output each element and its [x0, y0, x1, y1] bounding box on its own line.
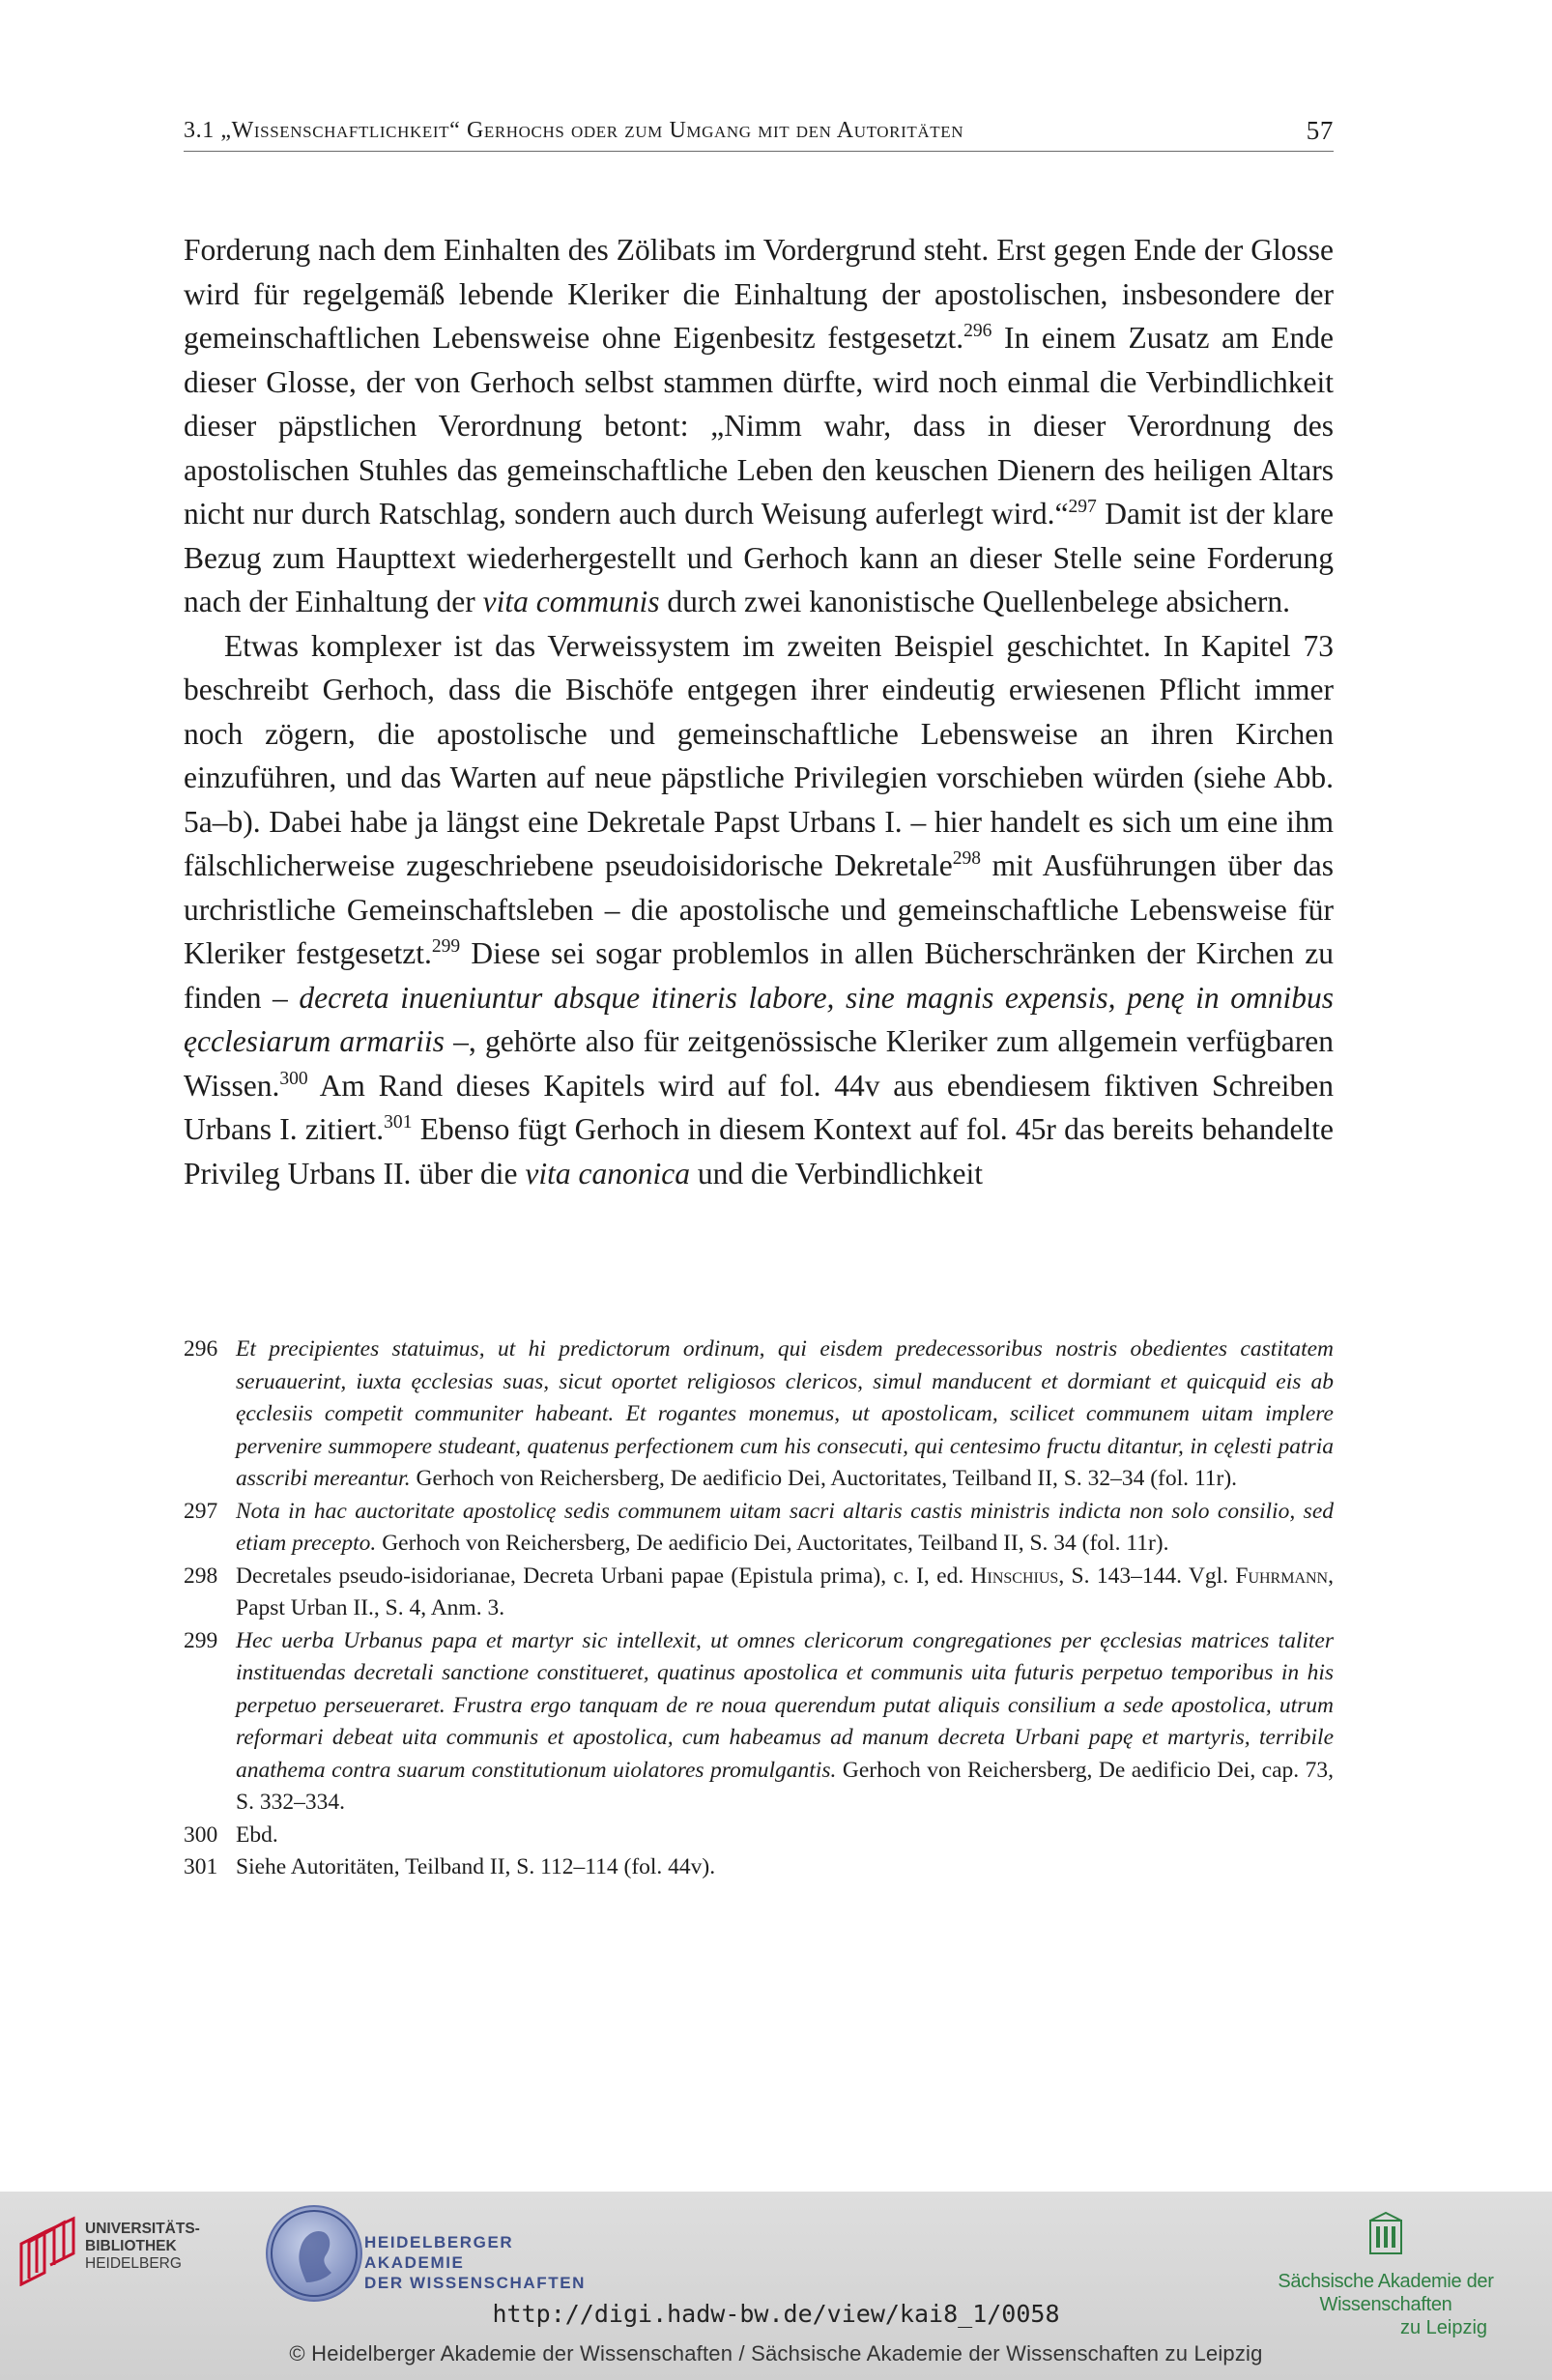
running-header	[184, 114, 1334, 152]
running-header-title: 3.1 „Wissenschaftlichkeit“ Gerhochs oder zum Umgang mit den Autoritäten	[184, 118, 964, 143]
latin-quote: decreta inueniuntur absque itineris labore, sine magnis expensis, penę in omnibus ęcclesiarum armariis	[184, 980, 1334, 1058]
heidelberg-academy-logo[interactable]: HEIDELBERGER AKADEMIE DER WISSENSCHAFTEN	[266, 2205, 614, 2302]
footer-banner	[0, 2192, 1552, 2380]
footnote-number: 299	[184, 1627, 218, 1653]
footnote-ref-299[interactable]: 299	[431, 935, 461, 957]
footnote-297: 297 Nota in hac auctoritate apostolicę sedis communem uitam sacri altaris castis ministris indicta non solo consilio, sed etiam precepto. Gerhoch von Reichersberg, De aedificio Dei, Auctoritates, Teilband II, S. 34 (fol. 11r).	[184, 1496, 1334, 1561]
author-name: Fuhrmann	[1235, 1563, 1329, 1589]
paragraph-2: Etwas komplexer ist das Verweissystem im zweiten Beispiel geschichtet. In Kapitel 73 beschreibt Gerhoch, dass die Bischöfe entgegen ihrer eindeutig erwiesenen Pflicht immer noch zögern, die apostolische und gemeinschaftliche Lebensweise an ihren Kirchen einzuführen, und das Warten auf neue päpstliche Privilegien vorschieben würden (siehe Abb. 5a–b). Dabei habe ja längst eine Dekretale Papst Urbans I. – hier handelt es sich um eine ihm fälschlicherweise zugeschriebene pseudoisidorische Dekretale$^{298}$ mit Ausführungen über das urchristliche Gemeinschaftsleben – die apostolische und gemeinschaftliche Lebensweise für Kleriker festgesetzt.$^{299}$ Diese sei sogar problemlos in allen Bücherschränken der Kirchen zu finden – decreta inueniuntur absque itineris labore, sine magnis expensis, penę in omnibus ęcclesiarum armariis –, gehörte also für zeitgenössische Kleriker zum allgemein verfügbaren Wissen.$^{300}$ Am Rand dieses Kapitels wird auf fol. 44v aus ebendiesem fiktiven Schreiben Urbans I. zitiert.$^{301}$ Ebenso fügt Gerhoch in diesem Kontext auf fol. 45r das bereits behandelte Privileg Urbans II. über die vita canonica und die Verbindlichkeit	[184, 628, 1335, 1190]
footnote-ref-300[interactable]: 300	[279, 1068, 308, 1089]
footnote-number: 298	[184, 1563, 218, 1589]
footnotes	[184, 1333, 1334, 1884]
footnote-number: 300	[184, 1821, 218, 1848]
author-name: Hinschius	[970, 1563, 1059, 1589]
medallion-icon	[266, 2205, 362, 2302]
page-number: 57	[1306, 116, 1334, 145]
building-icon	[1368, 2211, 1403, 2255]
latin-term: vita canonica	[525, 1156, 690, 1190]
latin-term: vita communis	[482, 585, 660, 618]
copyright-notice: © Heidelberger Akademie der Wissenschaften / Sächsische Akademie der Wissenschaften zu Leipzig	[289, 2341, 1263, 2366]
footnote-300: 300 Ebd.	[184, 1820, 1334, 1852]
footnote-298: 298 Decretales pseudo-isidorianae, Decreta Urbani papae (Epistula prima), c. I, ed. Hinschius, S. 143–144. Vgl. Fuhrmann, Papst Urban II., S. 4, Anm. 3.	[184, 1561, 1334, 1625]
footnote-number: 301	[184, 1854, 218, 1879]
footnote-ref-298[interactable]: 298	[952, 847, 982, 869]
footnote-299: 299 Hec uerba Urbanus papa et martyr sic intellexit, ut omnes clericorum congregationes per ęcclesias matrices taliter instituendas decretali sanctione constitueret, quatinus apostolica et communis uita futuris perpetuo temporibus in his perpetuo perseueraret. Frustra ergo tanquam de re noua querendum putat aliquis consilium a sede apostolica, utrum reformari debeat uita communis et apostolica, cum habeamus ad manum decreta Urbani papę et martyris, terribile anathema contra suarum constitutionum uiolatores promulgantis. Gerhoch von Reichersberg, De aedificio Dei, cap. 73, S. 332–334.	[184, 1625, 1334, 1820]
footnote-301: 301 Siehe Autoritäten, Teilband II, S. 112–114 (fol. 44v).	[184, 1851, 1334, 1884]
footnote-296: 296 Et precipientes statuimus, ut hi predictorum ordinum, qui eisdem predecessoribus nostris obedientes castitatem seruauerint, iuxta ęcclesias suas, sicut oportet religiosos clericos, simul manducent et dormiant et quicquid eis ab ęcclesiis competit communiter habeant. Et rogantes monemus, ut apostolicam, scilicet communem uitam implere pervenire summopere studeant, quatenus perfectionem cum his consecuti, qui centesimo fructu ditantur, in cęlesti patria asscribi mereantur. Gerhoch von Reichersberg, De aedificio Dei, Auctoritates, Teilband II, S. 32–34 (fol. 11r).	[184, 1333, 1334, 1496]
source-url[interactable]: http://digi.hadw-bw.de/view/kai8_1/0058	[492, 2300, 1060, 2328]
saxon-academy-logo[interactable]: Sächsische Akademie der Wissenschaften zu Leipzig	[1241, 2211, 1531, 2327]
footnote-ref-301[interactable]: 301	[384, 1111, 413, 1133]
university-library-logo[interactable]: UNIVERSITÄTS- BIBLIOTHEK HEIDELBERG	[15, 2213, 209, 2300]
footnote-ref-297[interactable]: 297	[1068, 496, 1097, 517]
footnote-number: 297	[184, 1498, 218, 1524]
main-text	[184, 228, 1334, 1195]
library-logo-icon	[15, 2215, 83, 2286]
paragraph-1: Forderung nach dem Einhalten des Zölibats im Vordergrund steht. Erst gegen Ende der Glosse wird für regelgemäß lebende Kleriker die Einhaltung der apostolischen, insbesondere der gemeinschaftlichen Lebensweise ohne Eigenbesitz festgesetzt.$^{296}$ In einem Zusatz am Ende dieser Glosse, der von Gerhoch selbst stammen dürfte, wird noch einmal die Verbindlichkeit dieser päpstlichen Verordnung betont: „Nimm wahr, dass in dieser Verordnung des apostolischen Stuhles das gemeinschaftliche Leben den keuschen Dienern des heiligen Altars nicht nur durch Ratschlag, sondern auch durch Weisung auferlegt wird.“$^{297}$ Damit ist der klare Bezug zum Haupttext wiederhergestellt und Gerhoch kann an dieser Stelle seine Forderung nach der Einhaltung der vita communis durch zwei kanonistische Quellenbelege absichern.	[184, 233, 1335, 618]
footnote-ref-296[interactable]: 296	[963, 320, 992, 341]
footnote-number: 296	[184, 1336, 218, 1362]
